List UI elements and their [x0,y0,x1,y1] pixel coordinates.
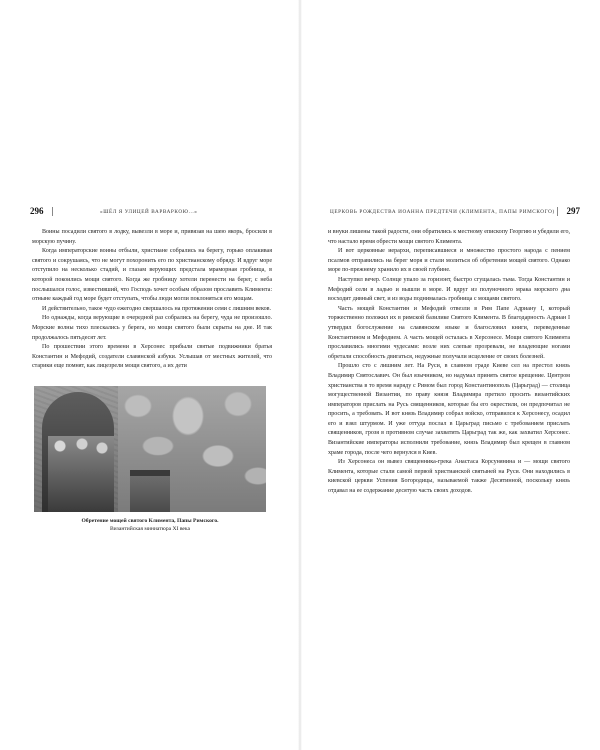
right-running-title: ЦЕРКОВЬ РОЖДЕСТВА ИОАННА ПРЕДТЕЧИ (КЛИМЕНТА, ПАПЫ РИМСКОГО) [330,208,555,215]
header-divider [557,207,558,216]
figure-caption-source: Византийская миниатюра XI века [109,526,191,532]
paragraph: Когда императорские воины отбыли, христиане собрались на берегу, горько оплакивая святого и сокрушаясь, что не могут похоронить его по христианскому обряду. И вдруг море отступило на несколько стадий, и глазам верующих предстала мраморная гробница, в которой покоились мощи святого. Когда же гробницу хотели перенести на берег, с неба послышался голос, известивший, что Господь хочет особым образом прославить Климента: отныне каждый год море будет отступать, чтобы люди могли поклоняться его мощам. [32,248,272,303]
figure-people [48,436,114,512]
paragraph: Наступил вечер. Солнце упало за горизонт, быстро сгущалась тьма. Тогда Константин и Мефодий сели в ладью и вышли в море. И вдруг из полуночного мрака морского дна восходит дивный свет, и из воды поднималась гробница с мощами святого. [328,276,570,303]
paragraph: Но однажды, когда верующие в очередной раз собрались на берегу, чуда не произошло. Морские волны тихо плескались у берега, но мощи святого были скрыты на дне. И так продолжалось пятьдесят лет. [32,315,272,341]
paragraph: Часть мощей Константин и Мефодий отвезли в Рим Папе Адриану I, который торжественно положил их в римской базилике Святого Климента. В благодарность Адриан I утвердил богослужение на славянском языке и благословил книги, переведенные Константином и Мефодием. А часть мощей осталась в Херсонесе. Мощи святого Климента прославились многими чудесами: возле них слепые прозревали, не владеющие ногами обретали способность двигаться, недужные получали исцеление от своих болезней. [328,305,570,360]
paragraph: По прошествии этого времени в Херсонес прибыли святые подвижники братья Константин и Мефодий, создатели славянской азбуки. Услышав от местных жителей, что старики еще помнят, как лицезрели мощи святого, а их дети [32,344,272,370]
header-divider [52,207,53,216]
right-body-text [328,228,570,497]
left-running-head [30,207,280,219]
paragraph: И вот церковные иерархи, переписавшиеся и множество простого народа с пением псалмов отправились на берег моря и стали молиться об обретении мощей святого. Однако море по-прежнему хранило их в своей глубине. [328,248,570,274]
figure-caption-title: Обретение мощей святого Климента, Папы Римского. [81,518,219,524]
figure-shrine [130,470,170,512]
paragraph: Из Херсонеса он вывез священника-грека Анастаса Корсунянина и — мощи святого Климента, которые стали самой первой христианской святыней на Руси. Они находились в киевской церкви Успения Богородицы, называемой также Десятинной, поскольку князь отдавал на ее содержание десятую часть своих доходов. [328,459,570,495]
left-page-number: 296 [30,206,44,216]
paragraph: И действительно, такое чудо ежегодно свершалось на протяжении семи с лишним веков. [42,305,271,312]
paragraph: Прошло сто с лишним лет. На Руси, в славном граде Киеве сел на престол князь Владимир Святославич. Он был язычником, но надумал принять святое крещение. Центром христианства в то время наряду с Римом был город Константинополь (Царьград) — столица могущественной Византии, по праву князя Владимира претило просить византийских императоров прислать на Русь священников, которые бы его окрестили, он предпочитал не просить, а требовать. И вот князь Владимир собрал войско, отправился к Херсонесу, осадил его и взял штурмом. И уже оттуда послал в Царьград письмо с требованием прислать священников, грозя в противном случае захватить Царьград так же, как захватил Херсонес. Византийские императоры исполнили требование, князь Владимир был крещен в главном храме города, после чего вернулся в Киев. [328,363,570,456]
byzantine-miniature-image [34,386,266,512]
paragraph: Воины посадили святого в лодку, вывезли в море и, привязав на шею якорь, бросили в морскую пучину. [32,229,272,245]
figure-caption [30,517,270,533]
left-body-text [32,228,272,372]
left-running-title: «ШЁЛ Я УЛИЦЕЙ ВАРВАРКОЮ...» [100,208,198,215]
right-page-number: 297 [566,206,580,216]
paragraph: и внуки лишены такой радости, они обратились к местному епископу Георгию и убедили его, что настало время обрести мощи святого Климента. [328,229,570,245]
right-page [300,0,600,750]
right-running-head [320,207,580,219]
